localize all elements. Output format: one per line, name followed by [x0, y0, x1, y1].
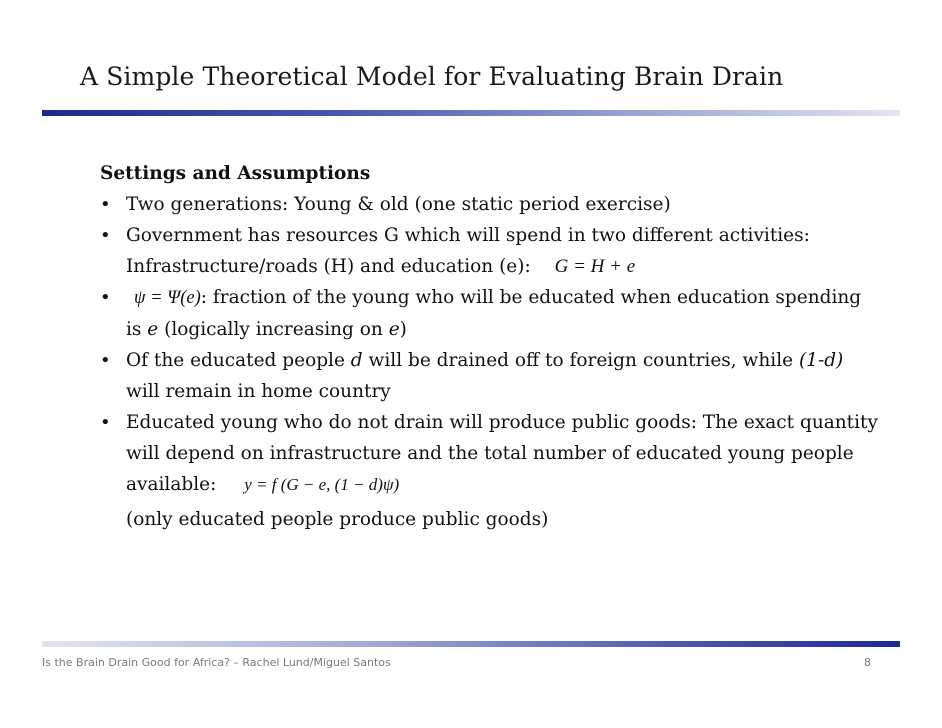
- bullet-text: will remain in home country: [126, 381, 391, 402]
- var-e: e: [388, 319, 400, 340]
- bullet-item-government: [100, 220, 880, 282]
- bullet-icon: •: [100, 287, 111, 308]
- bullet-item-generations: [100, 189, 880, 220]
- bullet-text: will be drained off to foreign countries, while: [362, 350, 799, 371]
- footer-divider: [42, 641, 900, 647]
- slide-title: A Simple Theoretical Model for Evaluating Brain Drain: [80, 62, 784, 91]
- bullet-item-public-goods: [100, 407, 880, 500]
- bullet-text: ): [399, 319, 407, 340]
- note-text: (only educated people produce public goods): [126, 509, 549, 530]
- slide-body: [100, 158, 880, 535]
- var-d: d: [350, 350, 363, 371]
- bullet-text: : fraction of the young who will be educated when education spending is: [126, 287, 862, 340]
- equation-production: y = f (G − e, (1 − d)ψ): [244, 475, 400, 494]
- bullet-text: Of the educated people: [126, 350, 351, 371]
- title-divider: [42, 110, 900, 116]
- equation-psi: ψ = Ψ(e): [134, 288, 201, 308]
- bullet-icon: •: [100, 225, 111, 246]
- bullet-icon: •: [100, 350, 111, 371]
- section-heading: Settings and Assumptions: [100, 163, 371, 184]
- bullet-icon: •: [100, 194, 111, 215]
- bullet-text: Government has resources G which will spend in two different activities: Infrastructure/roads (H) and education (e):: [126, 225, 810, 277]
- bullet-item-drain: [100, 345, 880, 407]
- bullet-text: Two generations: Young & old (one static period exercise): [126, 194, 671, 215]
- footer-text: Is the Brain Drain Good for Africa? – Rachel Lund/Miguel Santos: [42, 656, 391, 669]
- equation-resources: G = H + e: [554, 256, 636, 277]
- bullet-icon: •: [100, 412, 111, 433]
- page-number: 8: [864, 656, 871, 669]
- bullet-text: Educated young who do not drain will produce public goods: The exact quantity will depend on infrastructure and the total number of educated young people available:: [126, 412, 878, 495]
- var-one-minus-d: (1-d): [798, 350, 844, 371]
- var-e: e: [147, 319, 159, 340]
- bullet-text: (logically increasing on: [158, 319, 389, 340]
- bullet-item-education-fraction: [100, 282, 880, 345]
